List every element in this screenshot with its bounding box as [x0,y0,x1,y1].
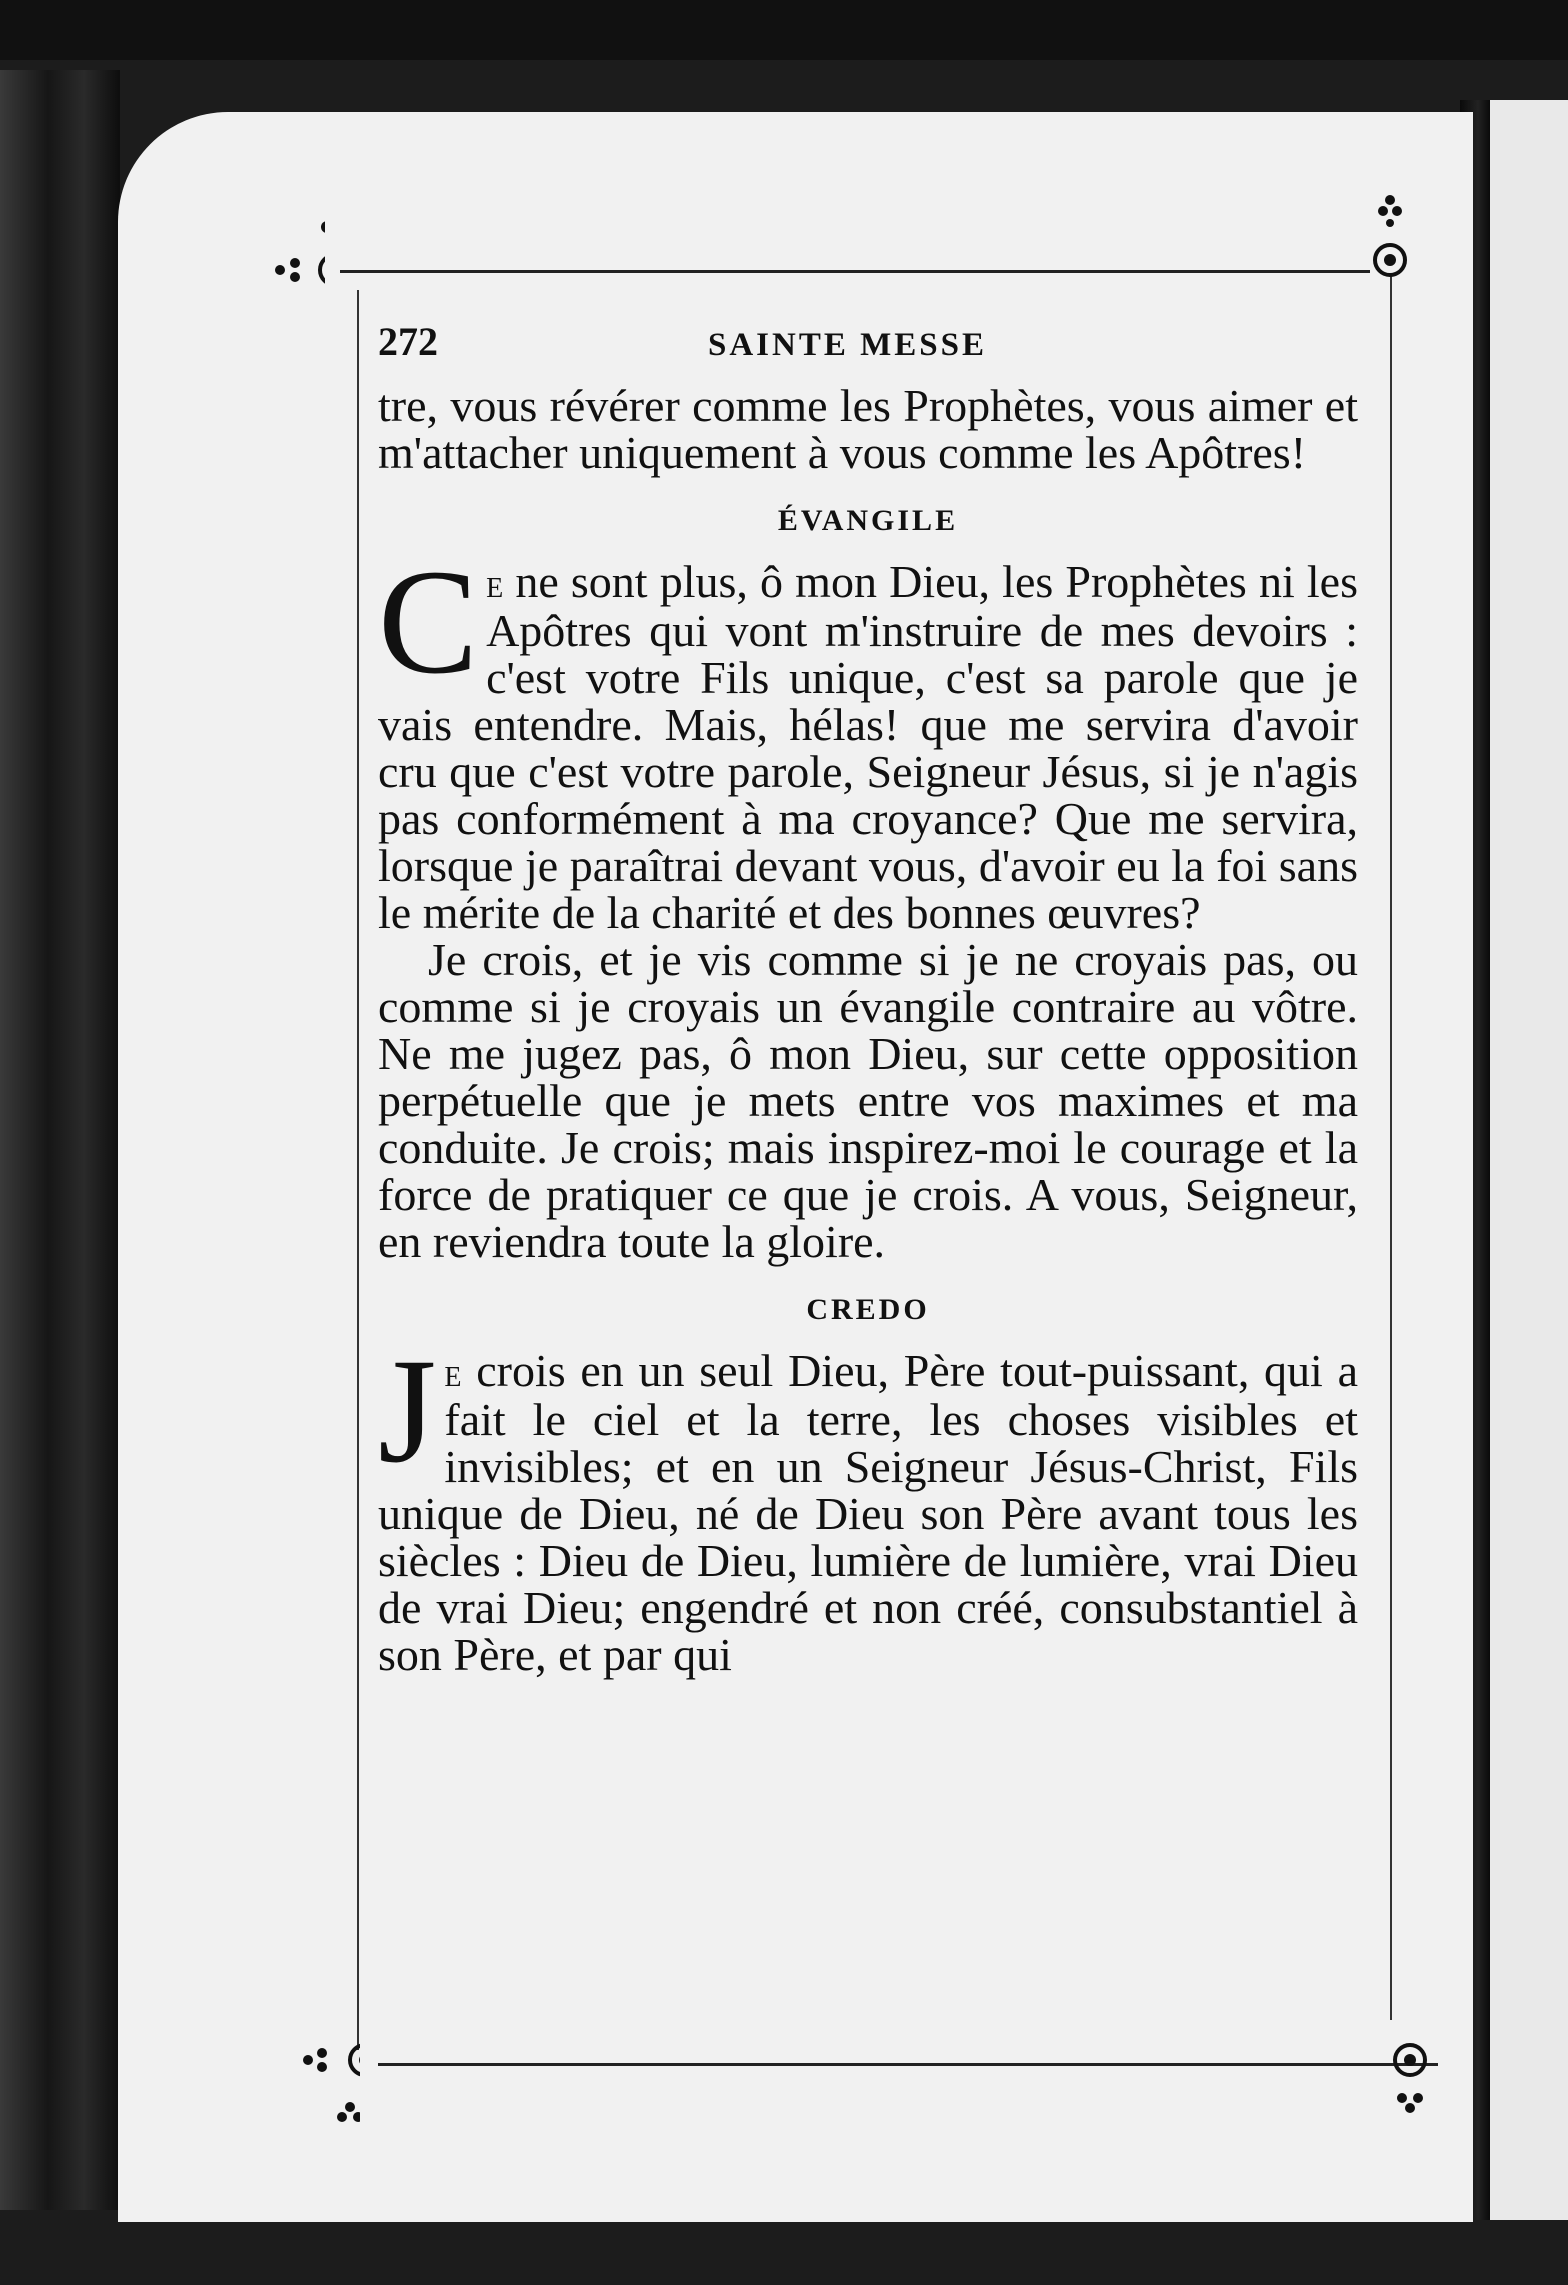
running-title: SAINTE MESSE [708,327,988,363]
evangile-lead: e [486,561,504,606]
evangile-body: ne sont plus, ô mon Dieu, les Prophètes ni les Apôtres qui vont m'instruire de mes devoirs : c'est votre Fils unique, c'est sa parole que je vais entendre. Mais, hélas! que me servira d'avoir cru que c'est votre parole, Seigneur Jésus, si je n'agis pas conformément à ma croyance? Que me servira, lorsque je paraîtrai devant vous, d'avoir eu la foi sans le mérite de la charité et des bonnes œuvres? [378,556,1358,938]
corner-ornament-top-right [1345,185,1415,295]
corner-ornament-bottom-left [290,2015,360,2125]
evangile-paragraph [378,539,1358,938]
frame-right-rule [1390,275,1392,2020]
corner-ornament-top-left [255,195,325,305]
page-number: 272 [378,319,438,364]
page-header [378,318,1358,382]
frame-bottom-rule [378,2063,1438,2066]
credo-heading: CREDO [806,1293,930,1326]
credo-drop-cap: J [378,1328,437,1494]
evangile-second-paragraph: Je crois, et je vis comme si je ne croyais pas, ou comme si je croyais un évangile contraire au vôtre. Ne me jugez pas, ô mon Dieu, sur cette opposition perpétuelle que je mets entre vos maximes et ma conduite. Je crois; mais inspirez-moi le courage et la force de pratiquer ce que je crois. A vous, Seigneur, en reviendra toute la gloire. [378,934,1358,1267]
page-content [378,318,1358,1678]
evangile-drop-cap: C [378,539,479,705]
credo-paragraph [378,1328,1358,1680]
credo-body: crois en un seul Dieu, Père tout-puissant, qui a fait le ciel et la terre, les choses visibles et invisibles; et en un Seigneur Jésus-Christ, Fils unique de Dieu, né de Dieu son Père avant tous les siècles : Dieu de Dieu, lumière de lumière, vrai Dieu de vrai Dieu; engendré et non créé, consubstantiel à son Père, et par qui [378,1345,1358,1680]
book-spine [0,70,120,2210]
frame-left-rule [357,290,359,2050]
facing-page [1490,100,1568,2220]
evangile-heading: ÉVANGILE [777,504,959,537]
frame-top-rule [340,270,1370,273]
corner-ornament-bottom-right [1380,2010,1450,2120]
credo-lead: e [444,1350,462,1395]
intro-paragraph: tre, vous révérer comme les Prophètes, vous aimer et m'attacher uniquement à vous comme les Apôtres! [378,380,1358,478]
